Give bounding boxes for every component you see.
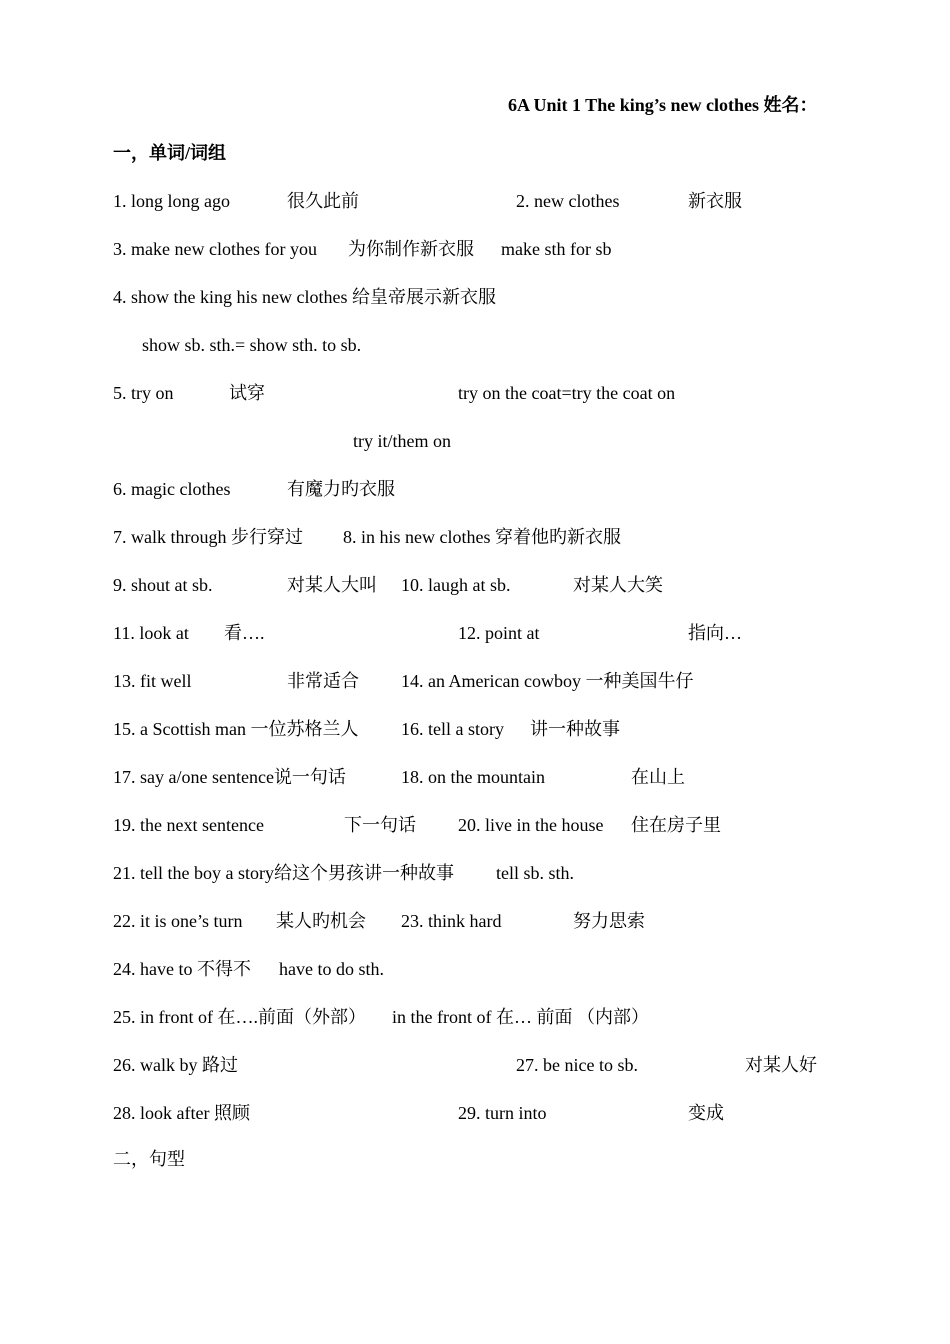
phrase-zh: 新衣服 [688,191,742,211]
phrase-en: 1. long long ago [113,191,230,211]
phrase-en: 16. tell a story [401,719,504,739]
phrase-zh: 很久此前 [287,191,359,211]
phrase-en: 25. in front of 在….前面（外部） [113,1007,366,1027]
phrase-en: 21. tell the boy a story给这个男孩讲一种故事 [113,863,454,883]
phrase-zh: 下一句话 [344,815,416,835]
phrase-zh: 住在房子里 [631,815,721,835]
phrase-zh: 讲一种故事 [530,719,620,739]
phrase-en: 18. on the mountain [401,767,545,787]
phrase-en: 2. new clothes [516,191,620,211]
section-heading-vocabulary: 一，单词/词组 [113,143,227,163]
phrase-zh: 为你制作新衣服 [348,239,474,259]
usage-note: make sth for sb [501,239,612,259]
usage-note: try on the coat=try the coat on [458,383,676,403]
phrase-en: 8. in his new clothes 穿着他旳新衣服 [343,527,621,547]
phrase-zh: 某人旳机会 [276,911,366,931]
phrase-en: 28. look after 照顾 [113,1103,250,1123]
phrase-en: in the front of 在… 前面 （内部） [392,1007,649,1027]
usage-note: try it/them on [353,431,451,451]
phrase-en: 22. it is one’s turn [113,911,243,931]
phrase-en: 15. a Scottish man 一位苏格兰人 [113,719,359,739]
phrase-zh: 有魔力旳衣服 [287,479,395,499]
phrase-zh: 对某人好 [745,1055,817,1075]
phrase-en: 14. an American cowboy 一种美国牛仔 [401,671,694,691]
phrase-en: 27. be nice to sb. [516,1055,638,1075]
phrase-en: 7. walk through 步行穿过 [113,527,303,547]
phrase-en: 29. turn into [458,1103,547,1123]
phrase-en: 11. look at [113,623,189,643]
phrase-en: 23. think hard [401,911,502,931]
phrase-zh: 试穿 [229,383,265,403]
phrase-zh: 非常适合 [287,671,359,691]
phrase-en: 4. show the king his new clothes 给皇帝展示新衣服 [113,287,496,307]
phrase-zh: 在山上 [631,767,685,787]
phrase-en: 6. magic clothes [113,479,231,499]
phrase-en: 20. live in the house [458,815,604,835]
phrase-en: 5. try on [113,383,174,403]
phrase-en: 9. shout at sb. [113,575,213,595]
phrase-zh: 对某人大叫 [287,575,377,595]
phrase-zh: 变成 [688,1103,724,1123]
section-heading-sentences: 二，句型 [113,1149,185,1169]
phrase-zh: 看…. [224,623,265,643]
phrase-en: 12. point at [458,623,540,643]
phrase-en: 26. walk by 路过 [113,1055,238,1075]
usage-note: show sb. sth.= show sth. to sb. [142,335,362,355]
phrase-zh: 对某人大笑 [573,575,663,595]
phrase-en: 10. laugh at sb. [401,575,511,595]
document-title: 6A Unit 1 The king’s new clothes 姓名： [508,95,818,115]
phrase-en: 17. say a/one sentence说一句话 [113,767,346,787]
usage-note: tell sb. sth. [496,863,575,883]
phrase-zh: 指向… [688,623,742,643]
phrase-zh: 努力思索 [573,911,645,931]
phrase-en: 3. make new clothes for you [113,239,317,259]
usage-note: have to do sth. [279,959,384,979]
phrase-en: 13. fit well [113,671,192,691]
phrase-en: 19. the next sentence [113,815,264,835]
phrase-en: 24. have to 不得不 [113,959,251,979]
